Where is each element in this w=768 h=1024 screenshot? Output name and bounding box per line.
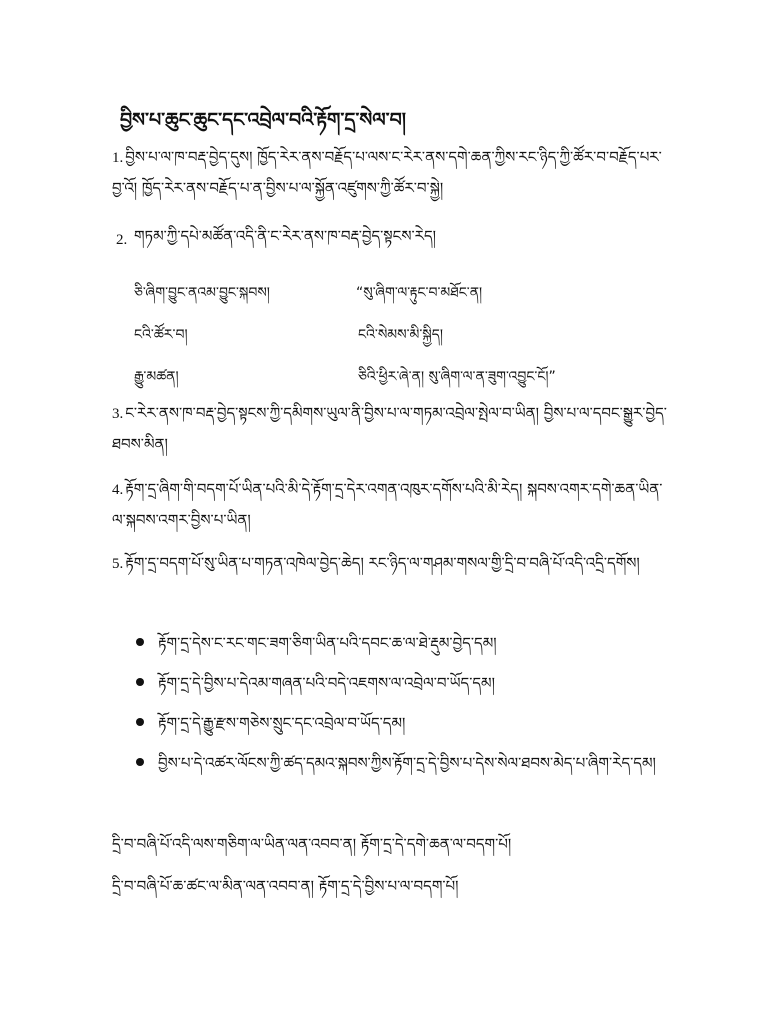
document-title: བྱིས་པ་ཆུང་ཆུང་དང་འབྲེལ་བའི་རྟོག་དྲ་སེལ་བ། [120, 109, 407, 131]
question-2-number: 2. [116, 232, 128, 248]
bullet-dot-icon [136, 638, 144, 646]
bullet-item-1 [136, 628, 676, 658]
bullet-item-2 [136, 668, 676, 698]
question-3-number: 3. [112, 406, 124, 422]
bullet-item-4-text: བྱིས་པ་དེ་འཚར་ལོངས་ཀྱི་ཚད་དམའ་སྐབས་ཀྱིས་རྟོག་དྲ་དེ་བྱིས་པ་དེས་སེལ་ཐབས་མེད་པ་ཞིག་རེད་དམ། [158, 754, 656, 772]
closing-line-2: དྲི་བ་བཞི་པོ་ཆ་ཚང་ལ་མིན་ལན་འབབ་ན། རྟོག་དྲ་དེ་བྱིས་པ་ལ་བདག་པོ། [112, 877, 459, 895]
bullet-item-2-text: རྟོག་དྲ་དེ་བྱིས་པ་དེའམ་གཞན་པའི་བདེ་འཇགས་ལ་འབྲེལ་བ་ཡོད་དམ། [158, 674, 495, 692]
question-1-number: 1. [112, 150, 124, 166]
question-3-text: ང་རེར་ནས་ཁ་བརྡ་བྱེད་སྟངས་ཀྱི་དམིགས་ཡུལ་ནི་བྱིས་པ་ལ་གཏམ་འབྲེལ་སྤེལ་བ་ཡིན། བྱིས་པ་ལ་དབང་སྒྱུར་བྱེད་ཐབས་མིན། [112, 404, 667, 453]
question-5-number: 5. [112, 556, 124, 572]
question-2-text: གཏམ་ཀྱི་དཔེ་མཚོན་འདི་ནི་ང་རེར་ནས་ཁ་བརྡ་བྱེད་སྟངས་རེད། [134, 227, 436, 245]
bullet-item-3-text: རྟོག་དྲ་དེ་རྒྱུ་རྫས་གཅེས་སྲུང་དང་འབྲེལ་བ་ཡོད་དམ། [158, 714, 406, 732]
bullet-item-3 [136, 708, 676, 738]
question-3 [112, 398, 672, 459]
poem-left-line-2: ངའི་ཚོར་བ། [134, 327, 188, 343]
poem-left-line-1: ཅི་ཞིག་བྱུང་ནའམ་བྱུང་སྐབས། [134, 285, 270, 301]
question-5-text: རྟོག་དྲ་བདག་པོ་སུ་ཡིན་པ་གཏན་འཁེལ་བྱེད་ཆེད། རང་ཉིད་ལ་གཤམ་གསལ་གྱི་དྲི་བ་བཞི་པོ་འདི་འདྲི་དགོས། [125, 554, 640, 572]
bullet-item-1-text: རྟོག་དྲ་དེས་ང་རང་གང་ཟག་ཅིག་ཡིན་པའི་དབང་ཆ་ལ་ཐེ་རྡུམ་བྱེད་དམ། [158, 634, 497, 652]
poem-right-line-1: “སུ་ཞིག་ལ་རྟུང་བ་མཐོང་ན། [356, 285, 483, 301]
question-1-text: བྱིས་པ་ལ་ཁ་བརྡ་བྱེད་དུས། ཁྱོད་རེར་ནས་བརྗོད་པ་ལས་ང་རེར་ནས་དགེ་ཆན་ཀྱིས་རང་ཉིད་ཀྱི་ཚོར་བ་བརྗོད་པར་བྱ་འོ། ཁྱོད་རེར་ནས་བརྗོད་པ་ན་བྱིས་པ་ལ་སྐྱོན་འཛུགས་ཀྱི་ཚོར་བ་སྐྱེ། [112, 148, 662, 197]
closing-line-1: དྲི་བ་བཞི་པོ་འདི་ལས་གཅིག་ལ་ཡིན་ལན་འབབ་ན། རྟོག་དྲ་དེ་དགེ་ཆན་ལ་བདག་པོ། [112, 835, 512, 853]
bullet-dot-icon [136, 718, 144, 726]
bullet-dot-icon [136, 678, 144, 686]
question-4-text: རྟོག་དྲ་ཞིག་གི་བདག་པོ་ཡིན་པའི་མི་དེ་རྟོག་དྲ་དེར་འགན་འཁུར་དགོས་པའི་མི་རེད། སྐབས་འགར་དགེ་ཆན་ཡིན་ལ་སྐབས་འགར་བྱིས་པ་ཡིན། [112, 480, 663, 529]
question-4-number: 4. [112, 482, 124, 498]
bullet-item-4 [136, 748, 676, 778]
poem-right-line-3: ཅིའི་ཕྱིར་ཞེ་ན། སུ་ཞིག་ལ་ན་ཟུག་འབྱུང་ངོ།” [358, 369, 556, 385]
poem-left-line-3: རྒྱུ་མཚན། [134, 369, 179, 385]
bullet-dot-icon [136, 758, 144, 766]
question-1 [112, 142, 672, 203]
question-4 [112, 474, 672, 535]
poem-right-line-2: ངའི་སེམས་མི་སྐྱིད། [358, 327, 443, 343]
question-5 [112, 548, 672, 579]
